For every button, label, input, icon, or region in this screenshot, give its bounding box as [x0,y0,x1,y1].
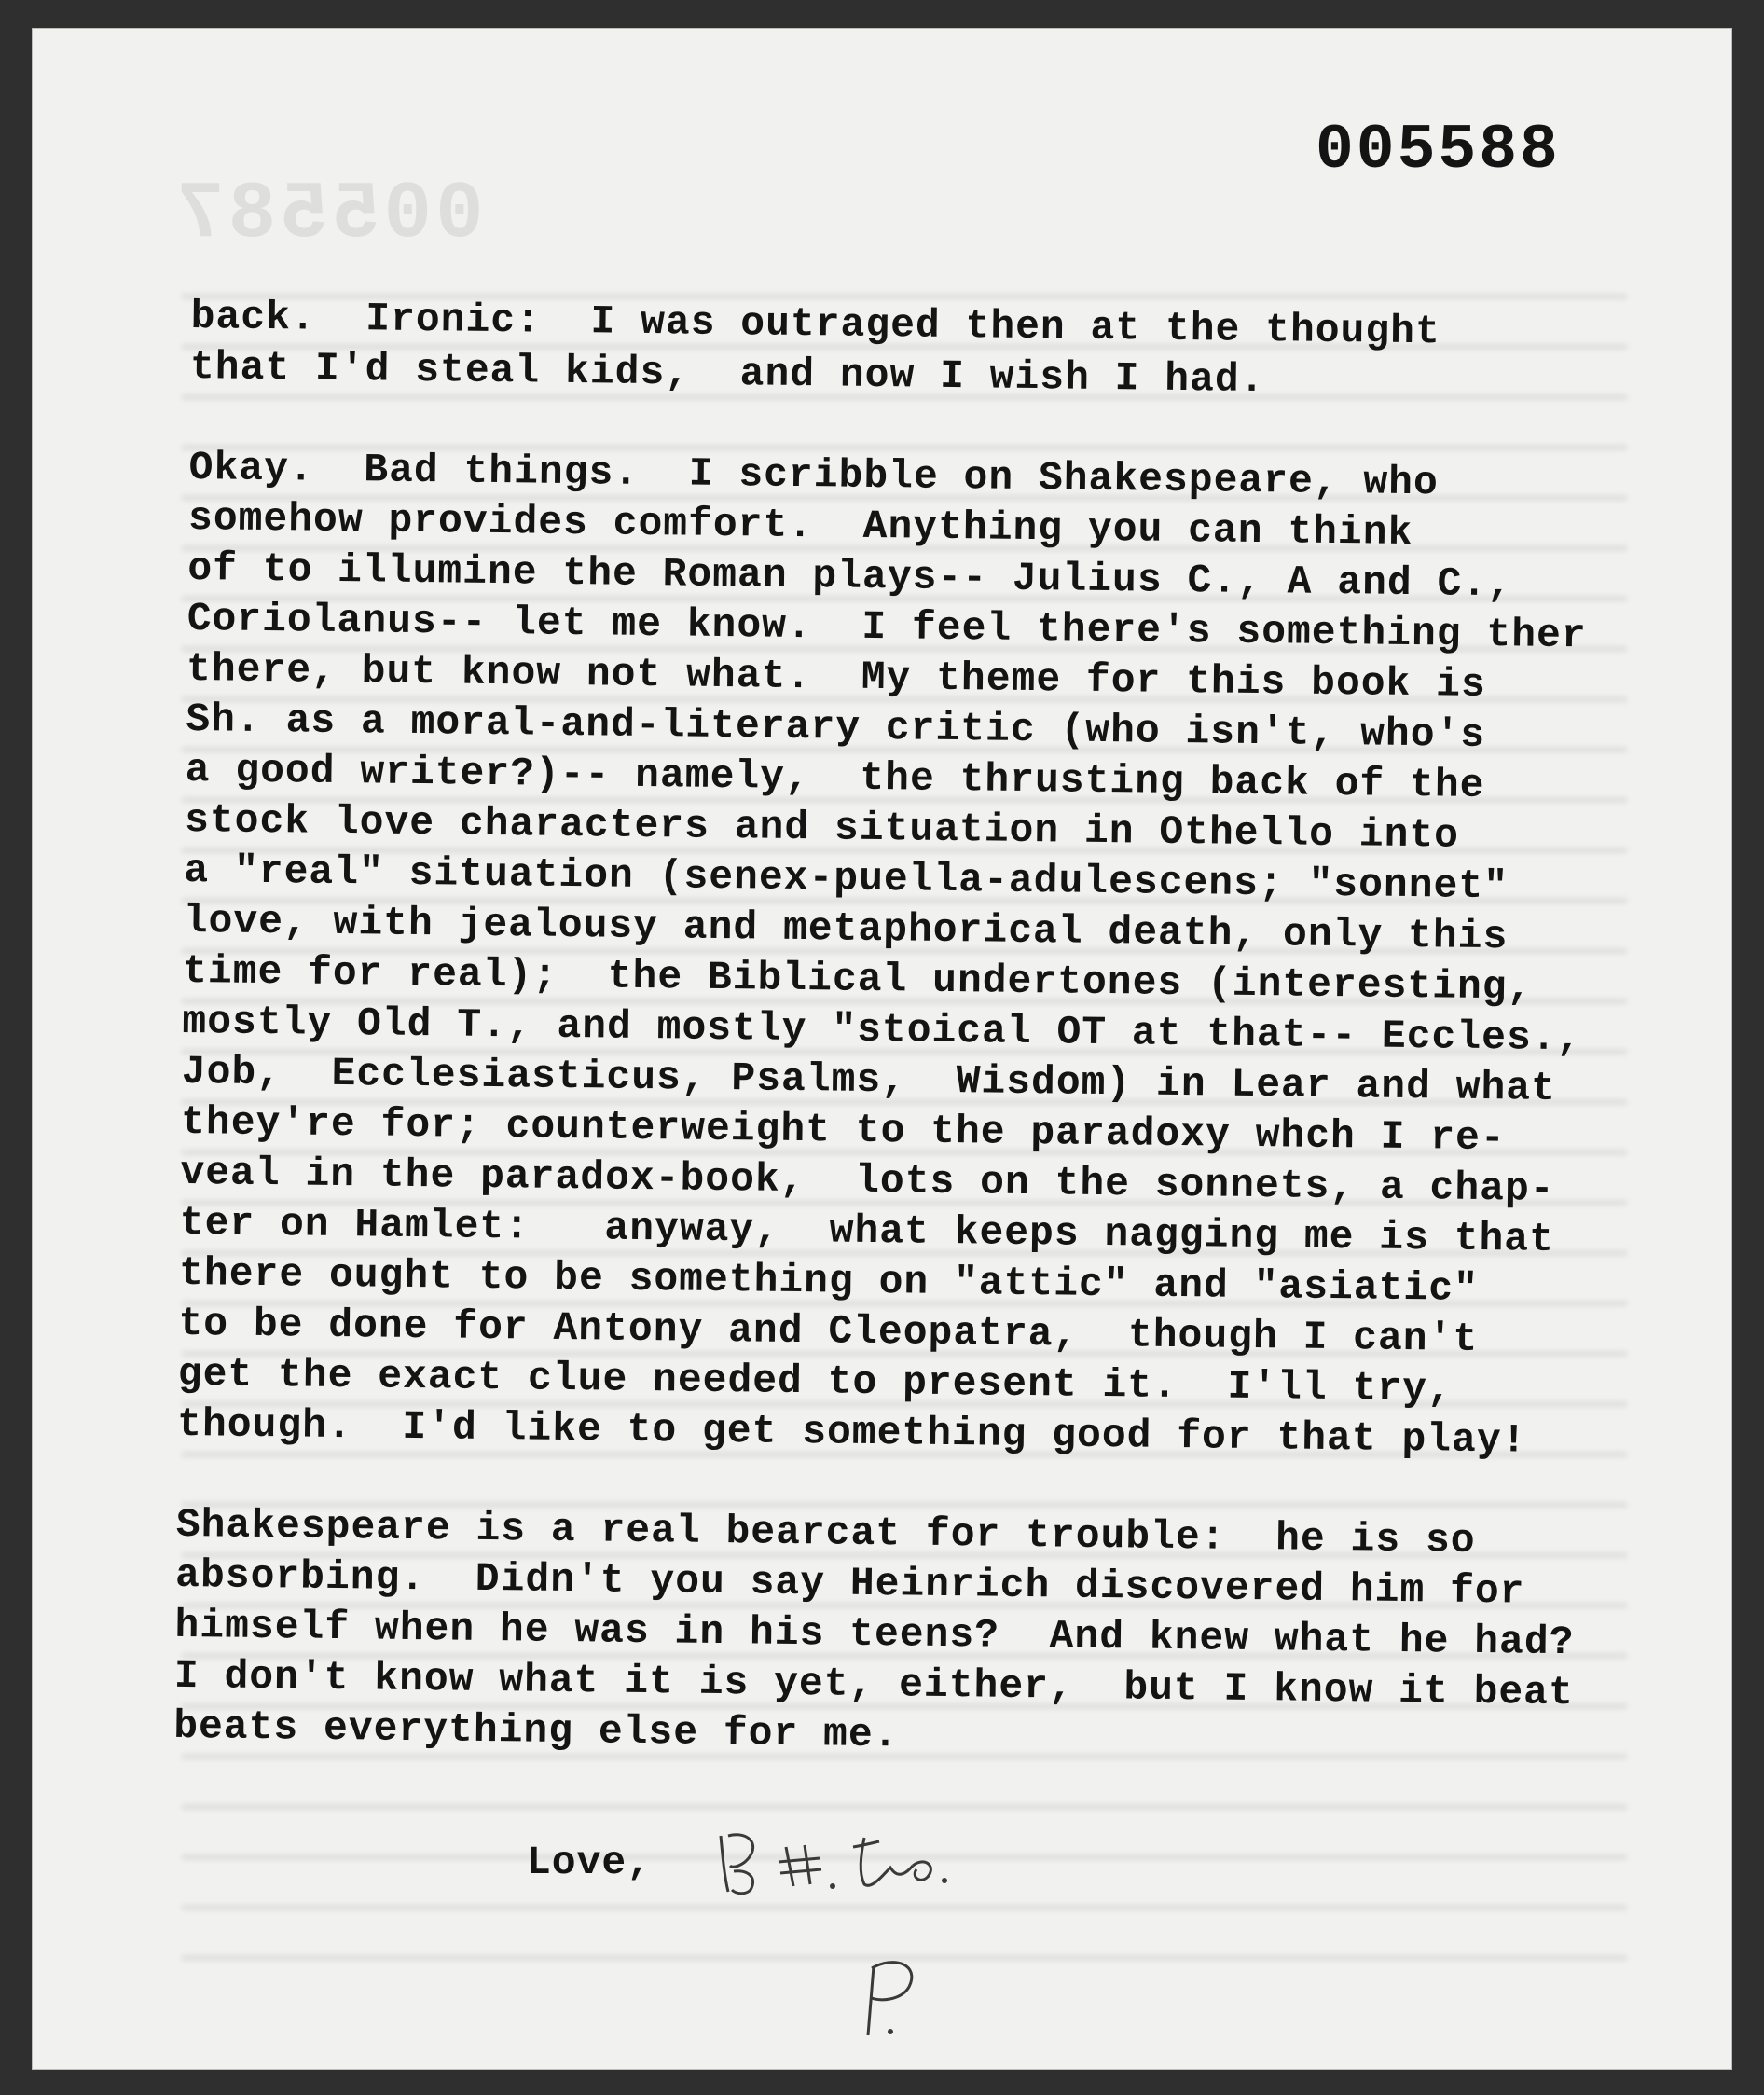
text-line: Job, Ecclesiasticus, Psalms, Wisdom) in Lear and what [181,1048,1557,1111]
text-line: there, but know not what. My theme for this book is [186,645,1487,708]
text-line: mostly Old T., and mostly "stoical OT at that-- Eccles., [182,998,1582,1062]
text-line: beats everything else for me. [172,1702,899,1758]
handwritten-initial [853,1950,946,2043]
text-line: a "real" situation (senex-puella-adulescens; "sonnet" [184,847,1509,910]
text-line: there ought to be something on "attic" and "asiatic" [178,1249,1480,1312]
closing-text: Love, [527,1840,653,1885]
text-line: I don't know what it is yet, either, but I know it beat [173,1652,1575,1716]
paragraph [190,292,1720,411]
letter-body [172,292,1720,1821]
text-line: stock love characters and situation in Othello into [184,796,1460,859]
text-line: back. Ironic: I was outraged then at the thought [190,293,1441,355]
letter-page [32,28,1732,2070]
text-line: veal in the paradox-book, lots on the sonnets, a chap- [180,1149,1555,1212]
text-line: ter on Hamlet: anyway, what keeps nagging me is that [179,1199,1555,1262]
text-line: they're for; counterweight to the paradoxy whch I re- [180,1098,1506,1162]
text-line: absorbing. Didn't you say Heinrich discovered him for [174,1551,1525,1615]
text-line: love, with jealousy and metaphorical death, only this [183,897,1509,960]
handwritten-signature [713,1819,956,1903]
text-line: somehow provides comfort. Anything you can think [187,494,1413,557]
text-line: time for real); the Biblical undertones (interesting, [182,947,1533,1011]
text-line: Sh. as a moral-and-literary critic (who isn't, who's [186,696,1486,758]
text-line: get the exact clue needed to present it. I'll try, [177,1350,1454,1413]
text-line: Coriolanus-- let me know. I feel there's something ther [186,595,1587,659]
text-line: Okay. Bad things. I scribble on Shakespeare, who [188,444,1440,506]
paragraph [177,443,1718,1468]
text-line: Shakespeare is a real bearcat for trouble: he is so [175,1501,1476,1564]
document-number: 005588 [1316,115,1561,186]
text-line: of to illumine the Roman plays-- Julius C., A and C., [187,544,1513,608]
text-line: to be done for Antony and Cleopatra, though I can't [178,1300,1479,1362]
paragraph [173,1500,1705,1771]
text-line: himself when he was in his teens? And knew what he had? [174,1602,1575,1666]
show-through-number: 005587 [172,169,484,260]
text-line: though. I'd like to get something good for that play! [176,1400,1527,1464]
text-line: a good writer?)-- namely, the thrusting back of the [185,746,1485,808]
text-line: that I'd steal kids, and now I wish I had. [189,343,1265,404]
